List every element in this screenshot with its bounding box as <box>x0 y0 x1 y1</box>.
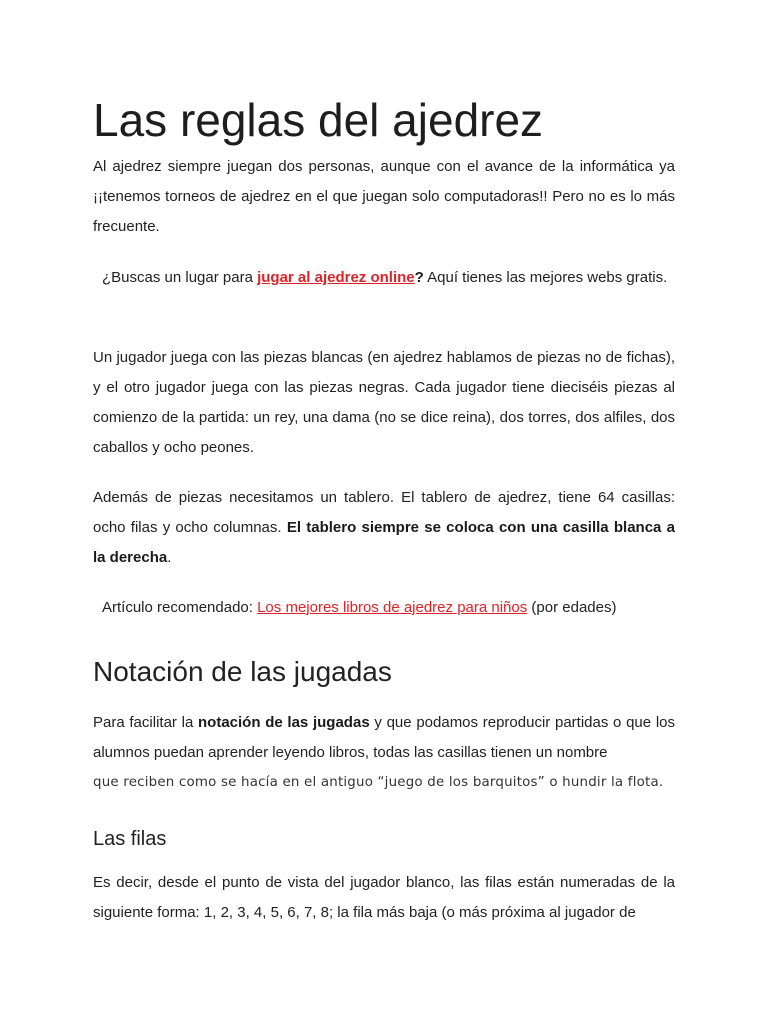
board-text-after: . <box>167 549 172 566</box>
best-chess-books-link[interactable]: Los mejores libros de ajedrez para niños <box>257 599 528 616</box>
notation-bold-text: notación de las jugadas <box>198 714 370 731</box>
recommended-paragraph <box>93 593 675 623</box>
board-bold-text: El tablero siempre se coloca con una casilla blanca a la derecha <box>93 519 675 566</box>
recommended-after: (por edades) <box>527 599 617 616</box>
rows-heading: Las filas <box>93 828 167 850</box>
notation-text-before: Para facilitar la <box>93 714 198 731</box>
board-text-before: Además de piezas necesitamos un tablero. El tablero de ajedrez, tiene 64 casillas: ocho filas y ocho columnas. <box>93 489 675 536</box>
notation-small-line: que reciben como se hacía en el antiguo “juego de los barquitos” o hundir la flota. <box>93 775 664 790</box>
intro-paragraph <box>93 152 675 242</box>
recommended-label: Artículo recomendado: <box>102 599 258 616</box>
pieces-text: Un jugador juega con las piezas blancas (en ajedrez hablamos de piezas no de fichas), y el otro jugador juega con las piezas negras. Cada jugador tiene dieciséis piezas al comienzo de la partida: un rey, una dama (no se dice reina), dos torres, dos alfiles, dos caballos y ocho peones. <box>93 349 675 456</box>
promo-text-after: Aquí tienes las mejores webs gratis. <box>423 269 668 286</box>
notation-text-after: y que podamos reproducir partidas o que los alumnos puedan aprender leyendo libros, todas las casillas tienen un nombre <box>93 714 676 761</box>
board-paragraph <box>93 483 675 573</box>
notation-heading: Notación de las jugadas <box>93 656 392 687</box>
rows-text: Es decir, desde el punto de vista del jugador blanco, las filas están numeradas de la siguiente forma: 1, 2, 3, 4, 5, 6, 7, 8; la fila más baja (o más próxima al jugador de <box>93 874 675 921</box>
page-title: Las reglas del ajedrez <box>93 94 544 146</box>
pieces-paragraph <box>93 343 675 463</box>
promo-question-mark: ? <box>414 269 424 286</box>
promo-paragraph <box>93 263 675 293</box>
promo-text-before: ¿Buscas un lugar para <box>102 269 258 286</box>
rows-paragraph <box>93 868 675 928</box>
intro-text: Al ajedrez siempre juegan dos personas, aunque con el avance de la informática ya ¡¡tenemos torneos de ajedrez en el que juegan solo computadoras!! Pero no es lo más frecuente. <box>93 158 675 235</box>
notation-paragraph <box>93 708 675 768</box>
play-chess-online-link[interactable]: jugar al ajedrez online <box>257 269 415 286</box>
